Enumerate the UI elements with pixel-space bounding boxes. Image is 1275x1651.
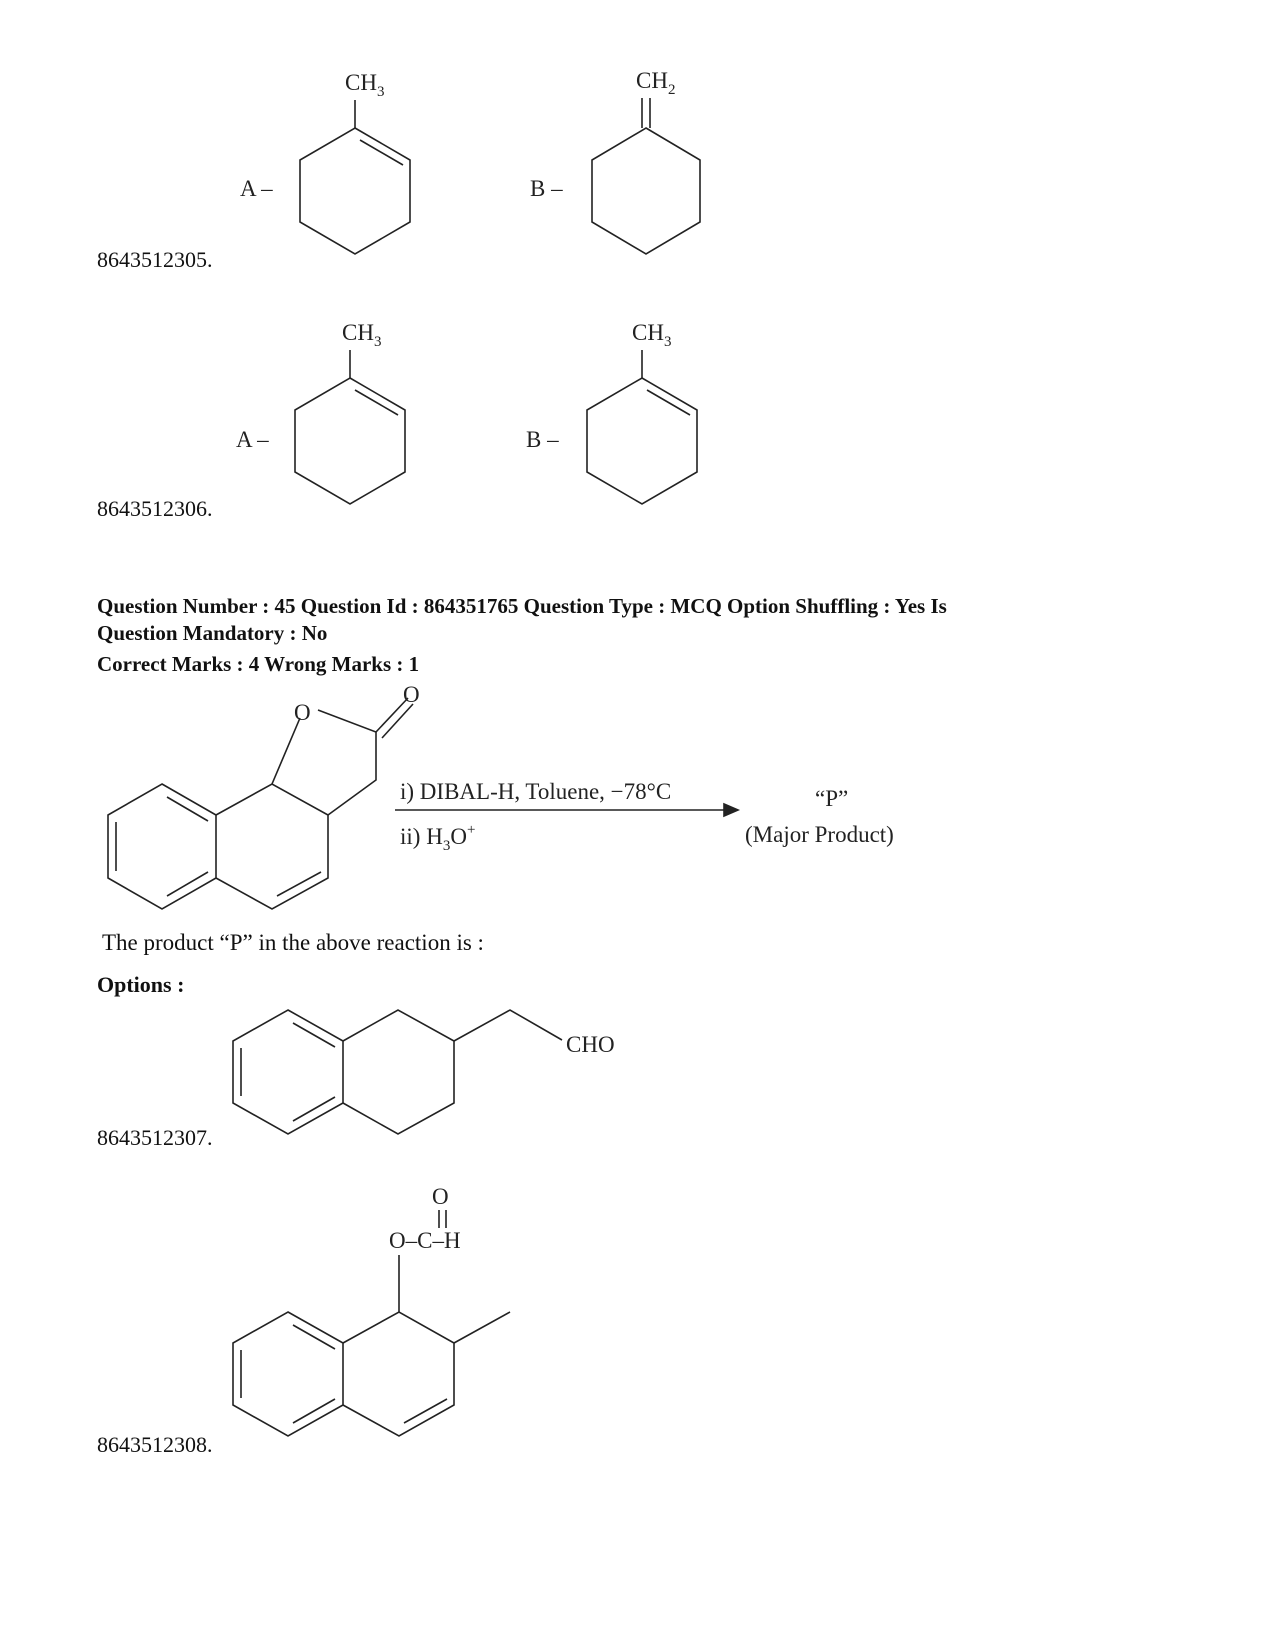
product-note: (Major Product)	[745, 822, 894, 847]
ch3-label: $CH_3$	[342, 320, 382, 350]
option-id-4[interactable]: 8643512308.	[97, 1432, 213, 1457]
question-meta-line1: Question Number : 45 Question Id : 864351765 Question Type : MCQ Option Shuffling : Yes Is	[97, 594, 947, 618]
question-text: The product “P” in the above reaction is :	[102, 930, 484, 955]
product-label: “P”	[815, 786, 849, 811]
label-b: B –	[530, 176, 563, 201]
reagent-2: ii) $H_3O^+$	[400, 822, 476, 854]
ester-carbonyl-oxygen: O	[432, 1184, 449, 1209]
cho-label: CHO	[566, 1032, 615, 1057]
option-id-2[interactable]: 8643512306.	[97, 496, 213, 521]
ring-oxygen: O	[294, 700, 311, 725]
label-a: A –	[240, 176, 273, 201]
reagent-1: i) DIBAL-H, Toluene, −78°C	[400, 779, 672, 804]
carbonyl-oxygen: O	[403, 682, 420, 707]
option-id-1[interactable]: 8643512305.	[97, 247, 213, 272]
ch3-label: $CH_3$	[345, 70, 385, 100]
ch2-label: $CH_2$	[636, 68, 676, 98]
ester-group: O–C–H	[389, 1228, 461, 1253]
question-meta-line2: Question Mandatory : No	[97, 621, 328, 645]
label-a: A –	[236, 427, 269, 452]
option-id-3[interactable]: 8643512307.	[97, 1125, 213, 1150]
ch3-label: $CH_3$	[632, 320, 672, 350]
marks-line: Correct Marks : 4 Wrong Marks : 1	[97, 652, 420, 676]
options-label: Options :	[97, 972, 185, 997]
label-b: B –	[526, 427, 559, 452]
